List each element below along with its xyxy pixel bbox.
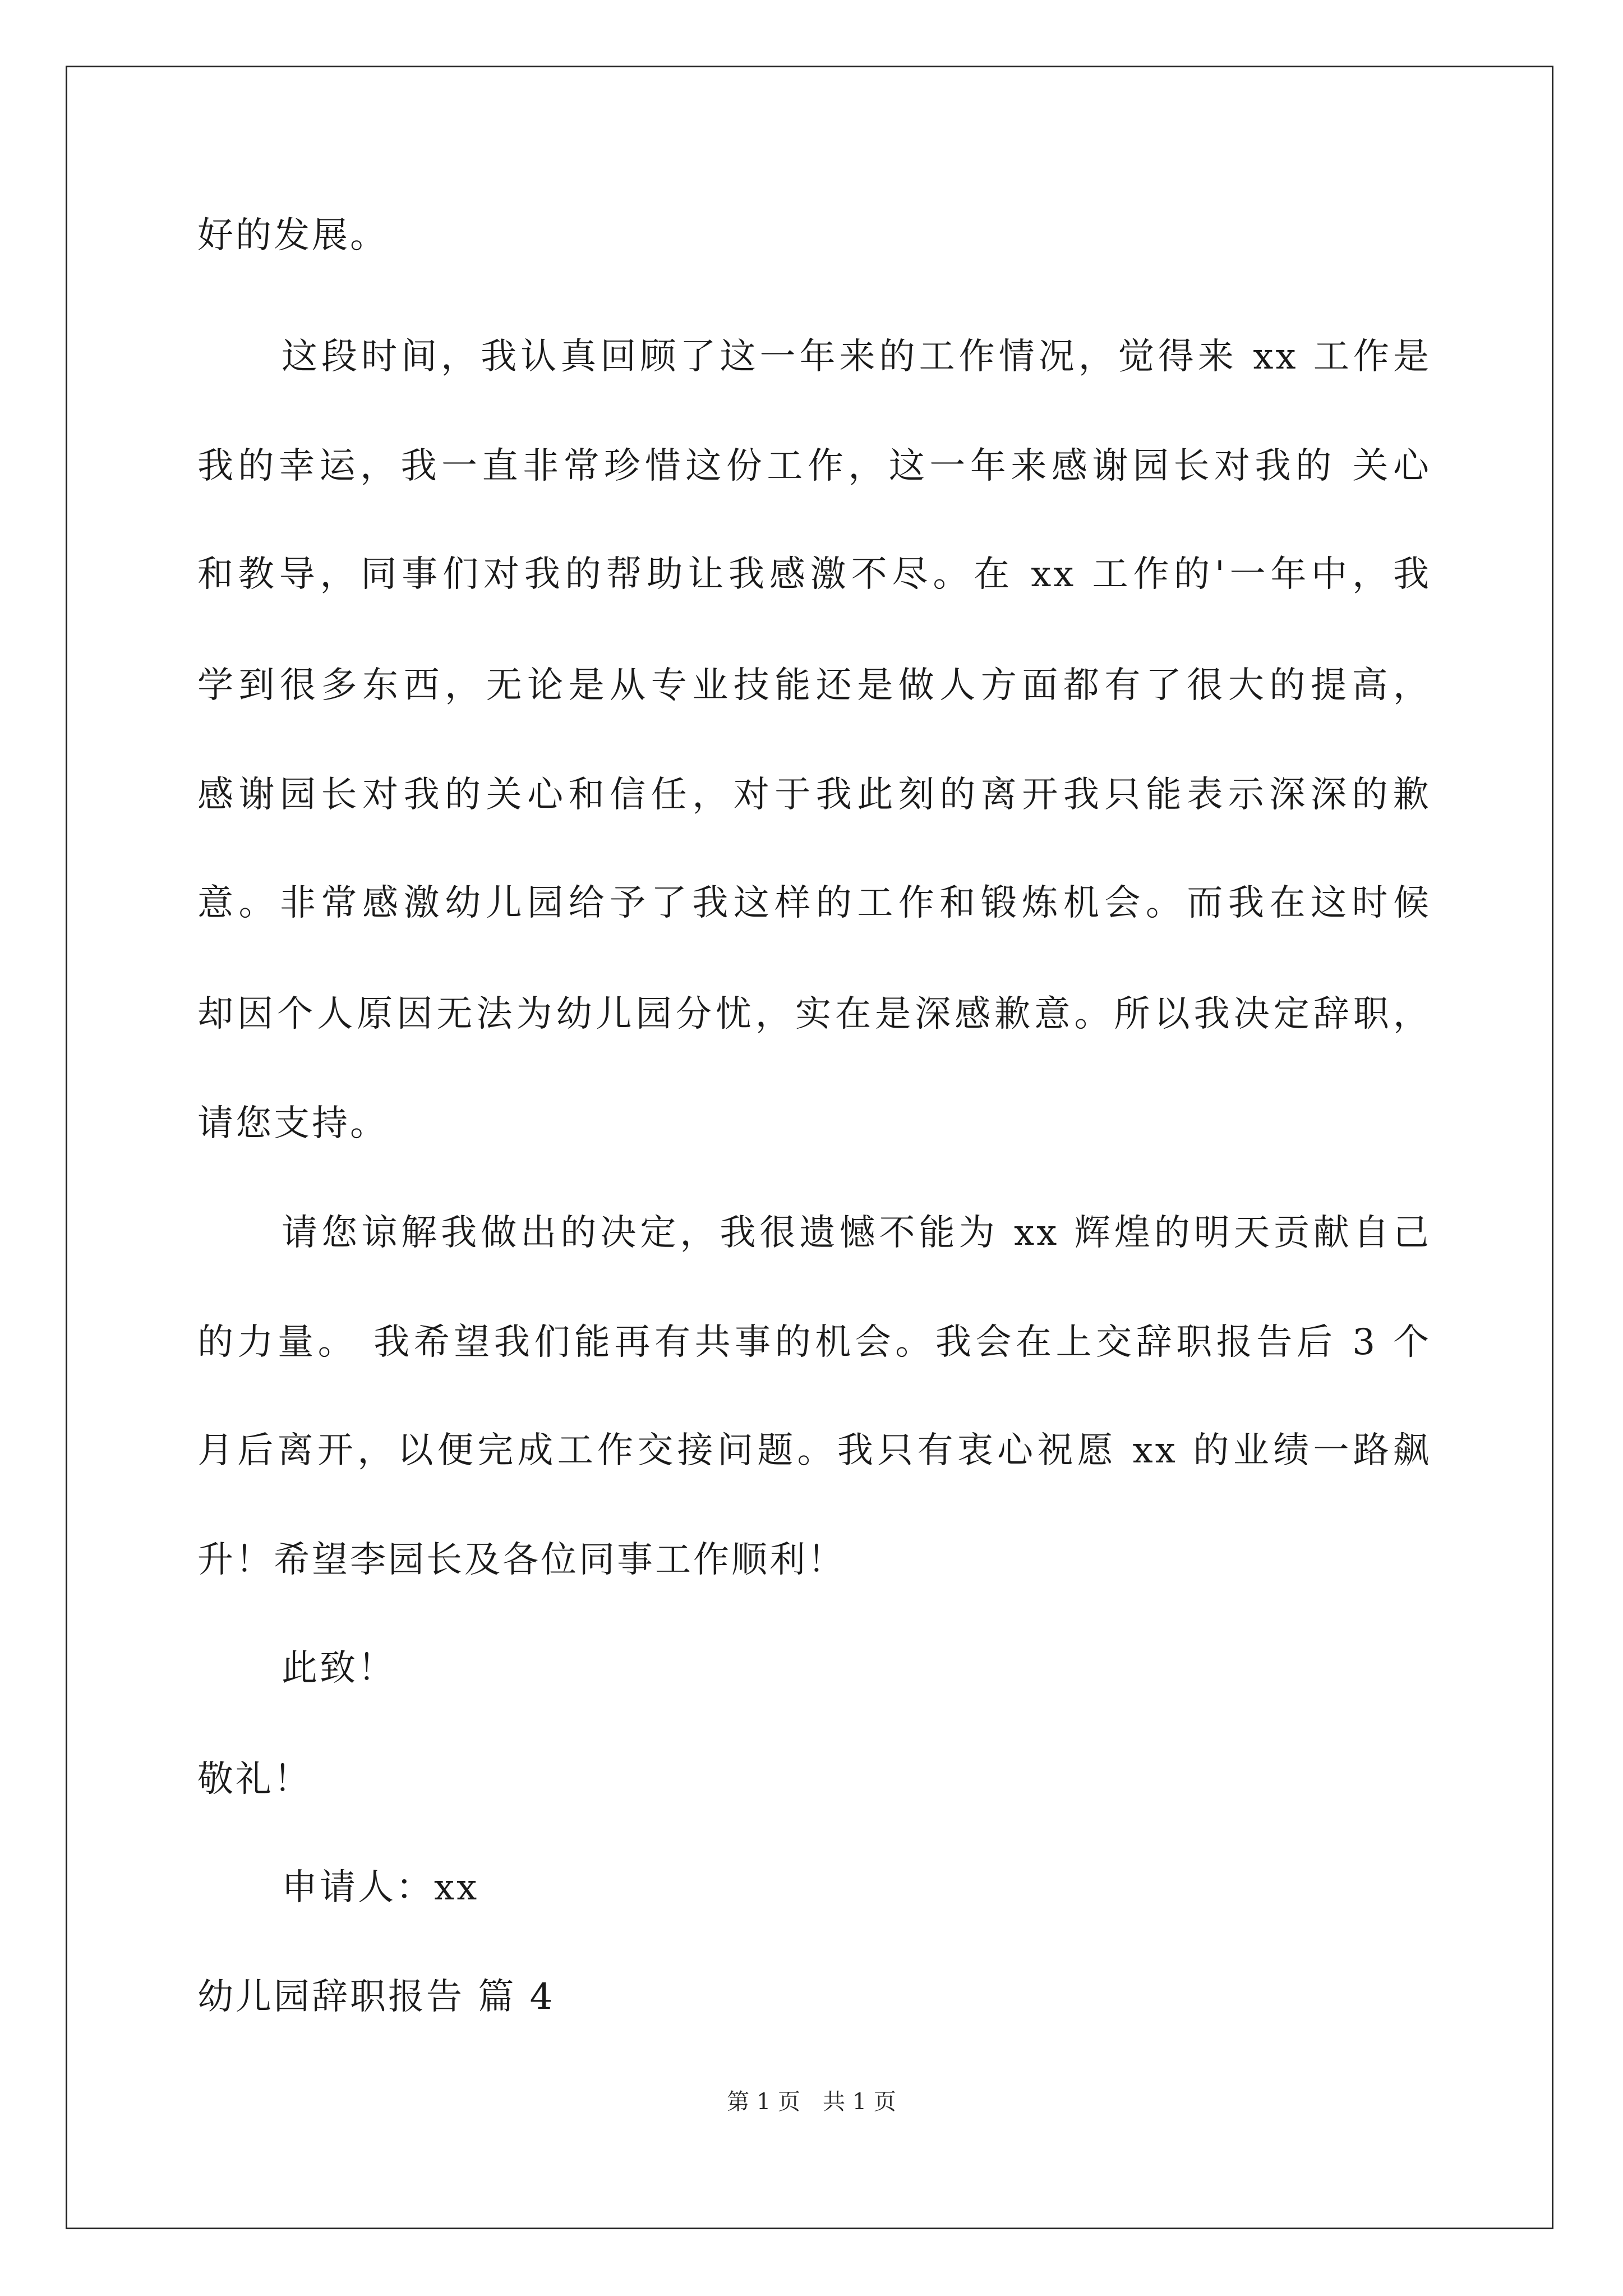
applicant-signature: 申请人：xx [282,1867,479,1908]
paragraph-line: 却因个人原因无法为幼儿园分忧，实在是深感歉意。所以我决定辞职， [197,993,1431,1035]
closing-regards: 敬礼！ [197,1759,312,1800]
section-heading: 幼儿园辞职报告 篇 4 [197,1976,555,2018]
paragraph-line: 升！希望李园长及各位同事工作顺利！ [197,1539,846,1581]
closing-salutation: 此致！ [282,1648,396,1689]
paragraph-line: 这段时间，我认真回顾了这一年来的工作情况，觉得来 xx 工作是 [282,336,1431,378]
paragraph-line: 请您支持。 [197,1103,388,1144]
paragraph-line: 请您谅解我做出的决定，我很遗憾不能为 xx 辉煌的明天贡献自己 [282,1212,1431,1254]
paragraph-line: 月后离开，以便完成工作交接问题。我只有衷心祝愿 xx 的业绩一路飙 [197,1430,1431,1471]
paragraph-line: 我的幸运，我一直非常珍惜这份工作，这一年来感谢园长对我的 关心 [197,445,1431,487]
paragraph-line: 学到很多东西，无论是从专业技能还是做人方面都有了很大的提高， [197,665,1431,706]
paragraph-line: 和教导，同事们对我的帮助让我感激不尽。在 xx 工作的'一年中，我 [197,554,1431,595]
paragraph-line: 感谢园长对我的关心和信任，对于我此刻的离开我只能表示深深的歉 [197,774,1431,816]
paragraph-line: 的力量。 我希望我们能再有共事的机会。我会在上交辞职报告后 3 个 [197,1322,1431,1363]
page-footer: 第 1 页 共 1 页 [727,2089,896,2115]
text-line: 好的发展。 [197,215,388,256]
paragraph-line: 意。非常感激幼儿园给予了我这样的工作和锻炼机会。而我在这时候 [197,882,1431,924]
